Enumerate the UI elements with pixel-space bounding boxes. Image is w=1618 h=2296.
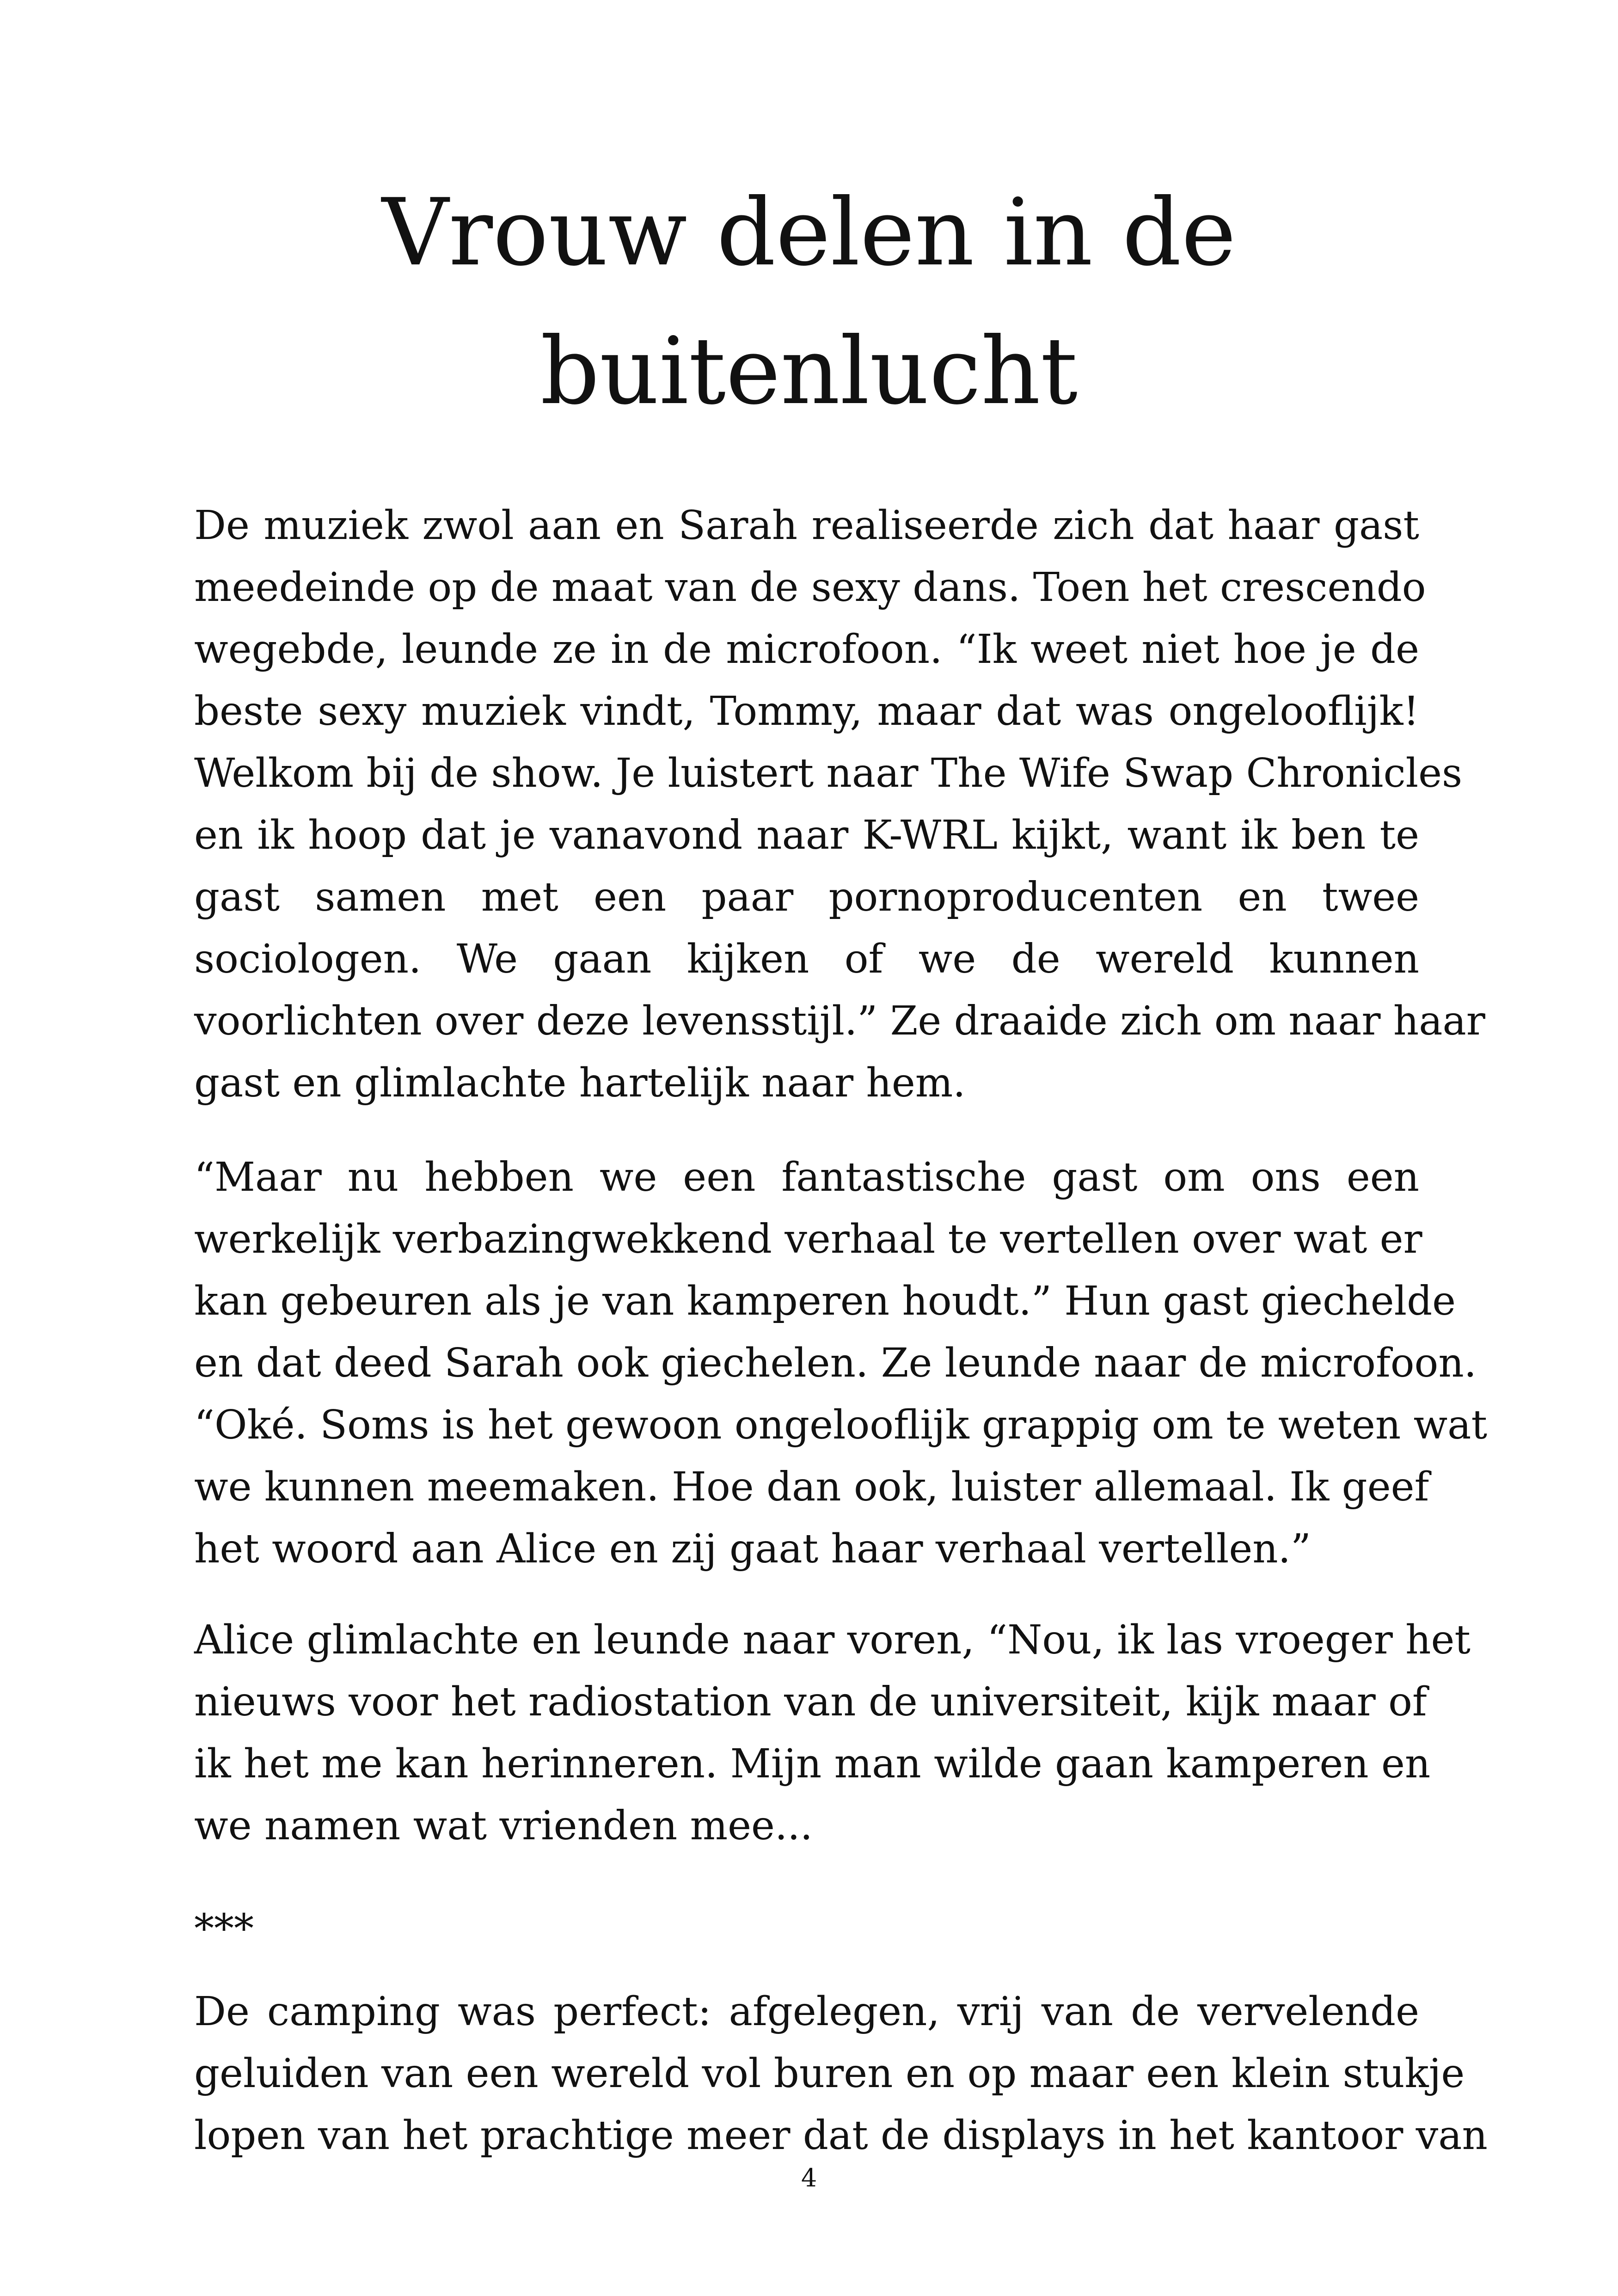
text-line: geluiden van een wereld vol buren en op maar een klein stukje xyxy=(194,2051,1465,2097)
text-line: kan gebeuren als je van kamperen houdt.” Hun gast giechelde xyxy=(194,1278,1456,1324)
chapter-title-line-2: buitenlucht xyxy=(540,318,1078,425)
text-line: gast samen met een paar pornoproducenten en twee xyxy=(194,874,1419,920)
paragraph-1 xyxy=(194,495,1485,1114)
text-line: De muziek zwol aan en Sarah realiseerde zich dat haar gast xyxy=(194,502,1419,549)
chapter-title-line-1: Vrouw delen in de xyxy=(382,179,1236,287)
text-line: lopen van het prachtige meer dat de displays in het kantoor van xyxy=(194,2112,1488,2159)
text-line: “Oké. Soms is het gewoon ongelooflijk grappig om te weten wat xyxy=(194,1402,1488,1448)
paragraph-2 xyxy=(194,1146,1488,1580)
text-line: sociologen. We gaan kijken of we de wereld kunnen xyxy=(194,936,1419,982)
text-line: we namen wat vrienden mee... xyxy=(194,1803,813,1849)
text-line: wegebde, leunde ze in de microfoon. “Ik weet niet hoe je de xyxy=(194,626,1419,673)
text-line: De camping was perfect: afgelegen, vrij van de vervelende xyxy=(194,1989,1419,2035)
text-line: Alice glimlachte en leunde naar voren, “Nou, ik las vroeger het xyxy=(194,1617,1471,1663)
text-line: en ik hoop dat je vanavond naar K-WRL kijkt, want ik ben te xyxy=(194,812,1419,858)
paragraph-4 xyxy=(194,1981,1488,2167)
text-line: “Maar nu hebben we een fantastische gast om ons een xyxy=(194,1154,1419,1200)
text-line: gast en glimlachte hartelijk naar hem. xyxy=(194,1060,966,1106)
text-line: en dat deed Sarah ook giechelen. Ze leunde naar de microfoon. xyxy=(194,1340,1477,1386)
text-line: ik het me kan herinneren. Mijn man wilde gaan kamperen en xyxy=(194,1741,1431,1787)
text-line: beste sexy muziek vindt, Tommy, maar dat was ongelooflijk! xyxy=(194,688,1419,735)
text-line: het woord aan Alice en zij gaat haar verhaal vertellen.” xyxy=(194,1526,1311,1572)
text-line: voorlichten over deze levensstijl.” Ze draaide zich om naar haar xyxy=(194,998,1485,1044)
paragraph-3 xyxy=(194,1609,1471,1857)
page-number: 4 xyxy=(801,2163,817,2192)
separator-text: *** xyxy=(194,1906,254,1952)
text-line: Welkom bij de show. Je luistert naar The Wife Swap Chronicles xyxy=(194,750,1463,796)
text-line: we kunnen meemaken. Hoe dan ook, luister allemaal. Ik geef xyxy=(194,1464,1429,1510)
text-line: werkelijk verbazingwekkend verhaal te vertellen over wat er xyxy=(194,1216,1422,1262)
text-line: nieuws voor het radiostation van de universiteit, kijk maar of xyxy=(194,1679,1427,1725)
scene-separator xyxy=(194,1898,1419,1960)
text-line: meedeinde op de maat van de sexy dans. Toen het crescendo xyxy=(194,564,1426,611)
